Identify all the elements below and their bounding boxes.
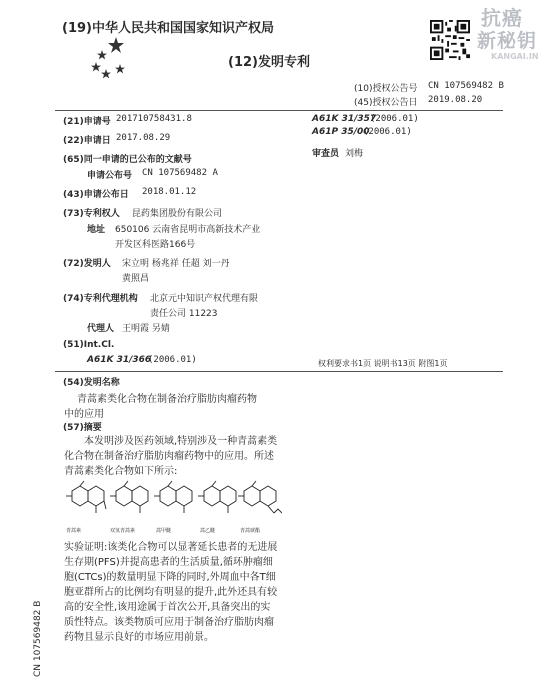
app-pub-label: 申请公布号 (87, 171, 133, 181)
owner: 昆药集团股份有限公司 (132, 209, 223, 219)
prior-doc-label: (65)同一申请的已公布的文献号 (63, 155, 192, 165)
abstract-proof: 实验证明:该类化合物可以显著延长患者的无进展生存期(PFS)并提高患者的生活质量,循环肿瘤细胞(CTCs)的数量明显下降的同时,外周血中各T细胞亚群所占的比例均有明显的提升,此外还具有较高的安全性,该用途属于首次公开,具备突出的实质性特点。该类物质可应用于制备治疗脂肪肉瘤药物且显示良好的市场应用前景。 (64, 542, 278, 643)
title-line1: 青蒿素类化合物在制备治疗脂肪肉瘤药物 (77, 394, 257, 405)
watermark-line1: 抗癌 (481, 6, 523, 30)
app-pub-date-label: (43)申请公布日 (63, 190, 129, 200)
grant-date: 2019.08.20 (428, 95, 483, 105)
inventors-label: (72)发明人 (63, 259, 111, 269)
examiner-label: 审查员 (312, 149, 340, 159)
abstract-label: (57)摘要 (63, 423, 102, 433)
site-watermark (477, 0, 554, 70)
intcl-year: (2006.01) (148, 355, 197, 365)
grant-pub-no: CN 107569482 B (428, 81, 504, 91)
doc-type: (12)发明专利 (228, 55, 310, 70)
qr-code (430, 20, 470, 60)
inventors-line1: 宋立明 杨兆祥 任超 刘一丹 (122, 259, 230, 269)
address-label: 地址 (87, 225, 106, 235)
agency-label: (74)专利代理机构 (63, 294, 138, 304)
title-line2: 中的应用 (64, 409, 104, 420)
watermark-line2: 新秘钥 (477, 30, 538, 52)
app-pub-date: 2018.01.12 (142, 187, 197, 197)
compound-name-label: 蒿乙醚 (200, 528, 216, 534)
address-line2: 开发区科医路166号 (115, 240, 196, 250)
agent-label: 代理人 (87, 324, 115, 334)
watermark-url: KANGAI.IN (491, 52, 539, 61)
side-patent-number (33, 600, 47, 677)
agency-line1: 北京元中知识产权代理有限 (150, 294, 259, 304)
agent: 王明霞 另婧 (122, 324, 170, 334)
owner-label: (73)专利权人 (63, 209, 120, 219)
cls1-code: A61K 31/357 (312, 114, 377, 124)
compound-structures (62, 477, 282, 525)
abstract-intro: 本发明涉及医药领域,特别涉及一种青蒿素类化合物在制备治疗脂肪肉瘤药物中的应用。所述青蒿素类化合物如下所示: (64, 436, 278, 477)
cls1-year: (2006.01) (370, 114, 419, 124)
compound-name-label: 青蒿素 (66, 528, 82, 534)
side-number-text: CN 107569482 B (33, 600, 43, 677)
page-counts: 权利要求书1页 说明书13页 附图1页 (318, 359, 448, 368)
compound-name-label: 双氢青蒿素 (110, 528, 136, 534)
address-line1: 650106 云南省昆明市高新技术产业 (115, 225, 261, 235)
cls2-code: A61P 35/00 (312, 127, 370, 137)
app-no: 201710758431.8 (116, 114, 192, 124)
app-date-label: (22)申请日 (63, 136, 111, 146)
emblem-icon (90, 36, 134, 82)
header-rule (55, 110, 503, 111)
compound-name-label: 蒿甲醚 (156, 528, 172, 534)
cls2-year: (2006.01) (363, 127, 412, 137)
agency-line2: 责任公司 11223 (150, 309, 218, 319)
office-name: (19)中华人民共和国国家知识产权局 (62, 21, 274, 36)
intcl-label: (51)Int.Cl. (63, 340, 115, 350)
app-pub: CN 107569482 A (142, 168, 218, 178)
body-rule (55, 371, 503, 372)
grant-pub-no-label: (10)授权公告号 (354, 84, 418, 94)
compound-name-label: 青蒿琥酯 (240, 528, 261, 534)
inventors-line2: 黄照昌 (122, 274, 150, 284)
examiner: 刘梅 (345, 149, 364, 159)
intcl-code: A61K 31/366 (87, 355, 152, 365)
app-date: 2017.08.29 (116, 133, 171, 143)
app-no-label: (21)申请号 (63, 117, 111, 127)
title-label: (54)发明名称 (63, 378, 120, 388)
grant-date-label: (45)授权公告日 (354, 98, 418, 108)
